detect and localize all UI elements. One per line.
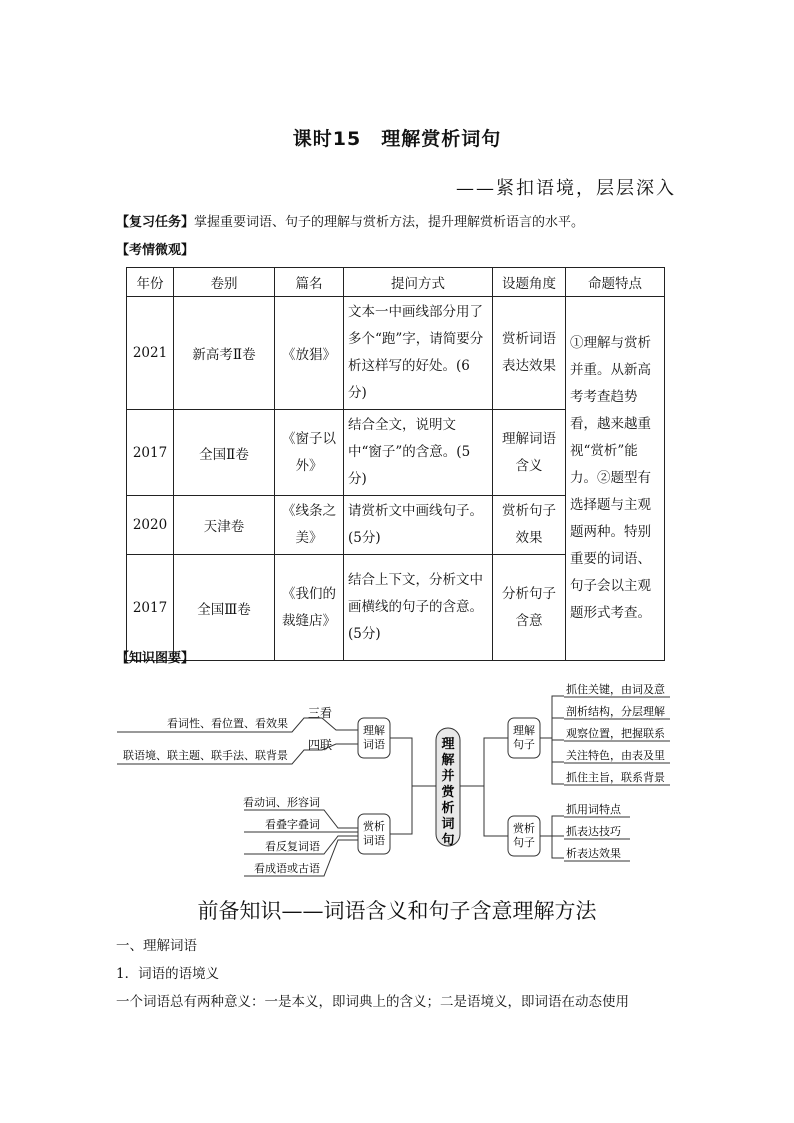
leaf-text: 抓住关键，由词及意	[566, 683, 665, 696]
row-question: 结合上下文，分析文中画横线的句子的含意。(5分)	[344, 555, 493, 661]
col-paper: 卷别	[174, 268, 275, 297]
row-paper: 全国Ⅱ卷	[174, 410, 275, 496]
table-row	[127, 297, 665, 410]
connector-line	[540, 816, 564, 858]
row-year: 2017	[127, 410, 174, 496]
page-title: 课时15 理解赏析词句	[292, 128, 502, 150]
row-article: 《线条之美》	[275, 496, 344, 555]
section-title: 前备知识——词语含义和句子含意理解方法	[197, 899, 597, 923]
leaf-text: 抓住主旨，联系背景	[566, 771, 665, 784]
leaf-text: 观察位置，把握联系	[566, 727, 665, 740]
row-year: 2017	[127, 555, 174, 661]
row-question: 结合全文，说明文中“窗子”的含意。(5分)	[344, 410, 493, 496]
col-feature: 命题特点	[566, 268, 665, 297]
row-article: 《放猖》	[275, 297, 344, 410]
leaf-text: 抓用词特点	[566, 803, 621, 816]
col-year: 年份	[127, 268, 174, 297]
map-label: 【知识图要】	[116, 651, 195, 666]
col-question: 提问方式	[344, 268, 493, 297]
leaf-text: 联语境、联主题、联手法、联背景	[123, 749, 288, 762]
leaf-text: 看反复词语	[265, 840, 320, 853]
table-header-row	[127, 268, 665, 297]
leaf-text: 析表达效果	[566, 847, 621, 860]
row-year: 2020	[127, 496, 174, 555]
row-angle: 理解词语含义	[493, 410, 566, 496]
row-angle: 赏析句子效果	[493, 496, 566, 555]
connector-line	[540, 696, 564, 784]
connector-line	[390, 738, 412, 834]
body-paragraph: 一个词语总有两种意义：一是本义，即词典上的含义；二是语境义，即词语在动态使用	[116, 994, 629, 1010]
row-question: 文本一中画线部分用了多个“跑”字，请简要分析这样写的好处。(6分)	[344, 297, 493, 410]
leaf-text: 看动词、形容词	[243, 796, 320, 809]
leaf-text: 看叠字叠词	[265, 818, 320, 831]
row-paper: 全国Ⅲ卷	[174, 555, 275, 661]
knowledge-mind-map	[112, 676, 674, 882]
leaf-text: 关注特色，由表及里	[566, 749, 665, 762]
exam-label: 【考情微观】	[116, 243, 195, 258]
row-paper: 新高考Ⅱ卷	[174, 297, 275, 410]
leaf-text: 抓表达技巧	[566, 825, 621, 838]
page-subtitle: ——紧扣语境，层层深入	[456, 178, 676, 199]
col-article: 篇名	[275, 268, 344, 297]
leaf-text: 看成语或古语	[254, 862, 320, 875]
row-question: 请赏析文中画线句子。(5分)	[344, 496, 493, 555]
node-label: 赏析词语	[363, 820, 385, 847]
heading-level1: 一、理解词语	[116, 938, 197, 954]
review-text: 掌握重要词语、句子的理解与赏析方法，提升理解赏析语言的水平。	[194, 215, 585, 230]
heading-level2: 1．词语的语境义	[116, 966, 220, 982]
branch-label-four: 四联	[308, 738, 333, 752]
branch-label-three: 三看	[308, 706, 333, 720]
row-angle: 赏析词语表达效果	[493, 297, 566, 410]
row-angle: 分析句子含意	[493, 555, 566, 661]
center-label: 理解并赏析词句	[441, 737, 455, 848]
node-label: 理解词语	[363, 724, 385, 751]
feature-cell: ①理解与赏析并重。从新高考考查趋势看，越来越重视“赏析”能力。②题型有选择题与主观题两种。特别重要的词语、句子会以主观题形式考查。	[566, 297, 665, 661]
row-paper: 天津卷	[174, 496, 275, 555]
leaf-text: 看词性、看位置、看效果	[167, 717, 288, 730]
node-label: 理解句子	[513, 724, 535, 751]
review-task	[116, 214, 584, 232]
row-year: 2021	[127, 297, 174, 410]
col-angle: 设题角度	[493, 268, 566, 297]
row-article: 《窗子以外》	[275, 410, 344, 496]
node-label: 赏析句子	[513, 822, 535, 849]
review-label: 【复习任务】	[116, 215, 195, 230]
exam-table	[126, 267, 665, 661]
connector-line	[460, 738, 508, 836]
leaf-text: 剖析结构，分层理解	[566, 705, 665, 718]
row-article: 《我们的裁缝店》	[275, 555, 344, 661]
